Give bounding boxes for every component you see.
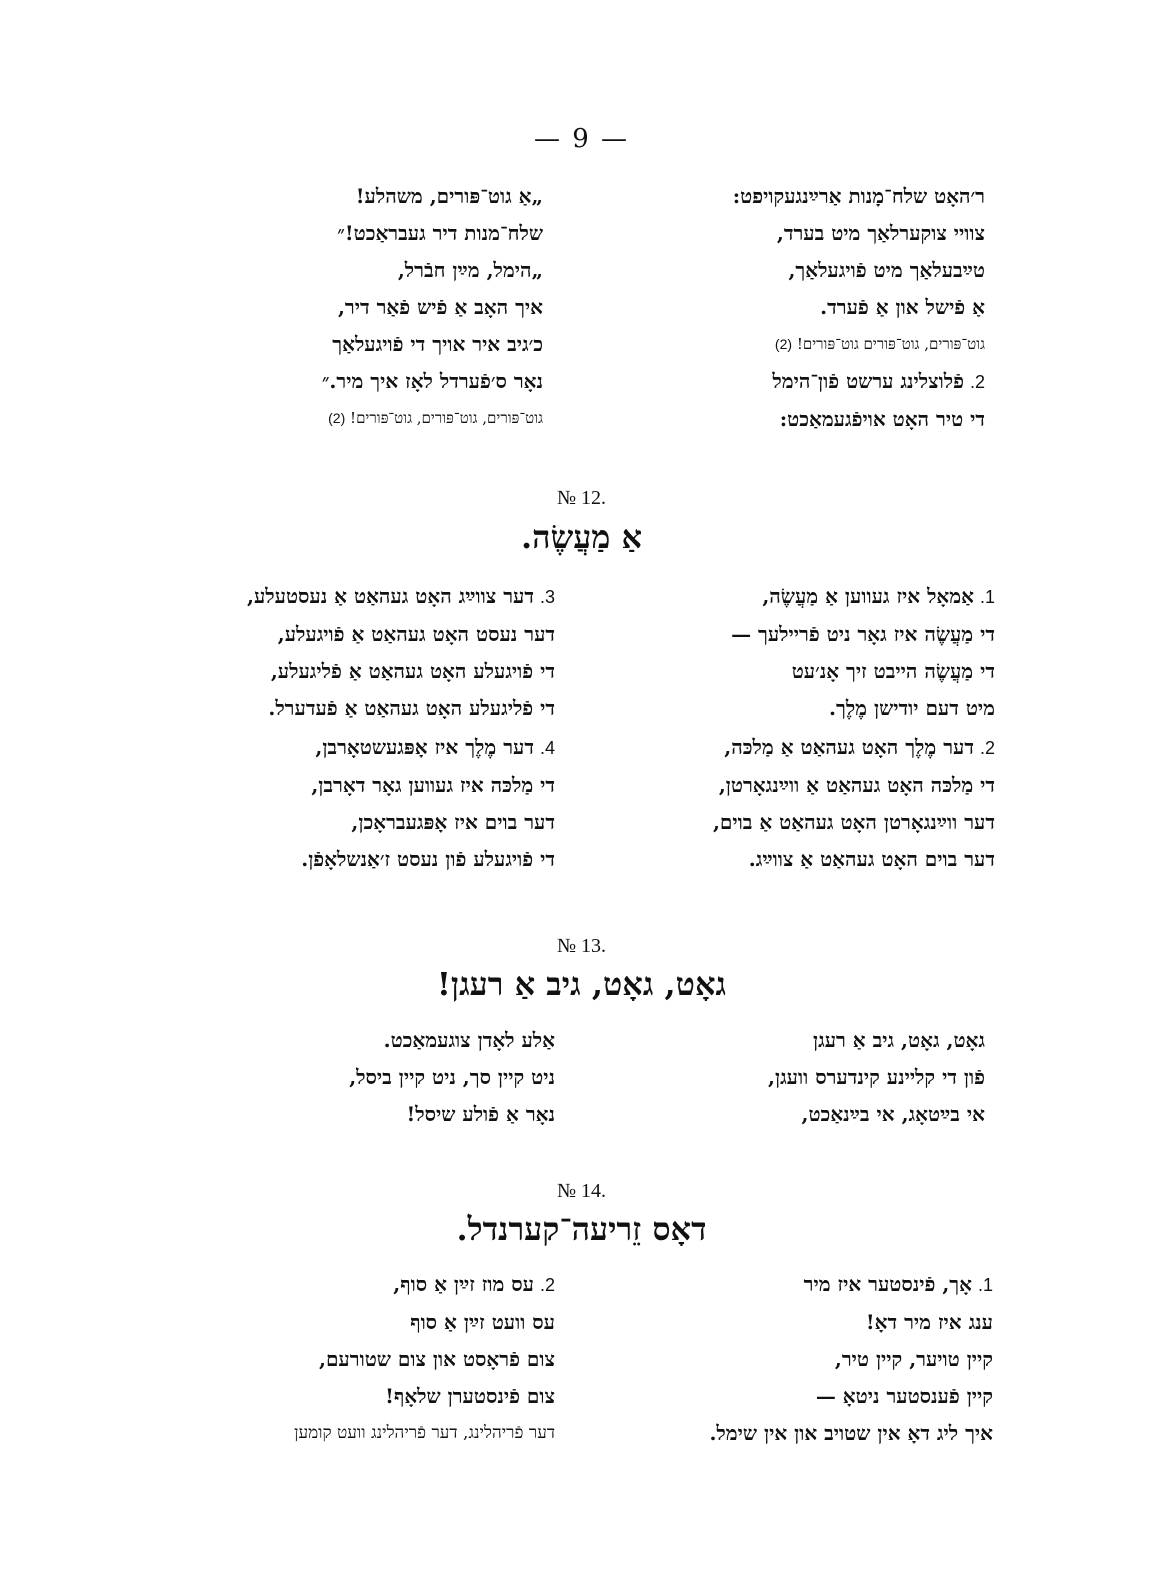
verse-text: עס מוז זײַן אַ סוף, (393, 1272, 534, 1296)
repeat-mark: (2) (328, 410, 346, 426)
verse-line (733, 363, 985, 401)
verse-line: טײַבעלאַך מיט פֿויגעלאַך, (788, 258, 985, 282)
verse-line: צוויי צוקערלאַך מיט בערד, (776, 221, 985, 245)
verse-line: ר׳האָט שלח־מָנות אַרײַנגעקויפט: (732, 184, 985, 208)
verse-line: כ׳גיב איר אויך די פֿויגעלאַך (332, 332, 543, 356)
verse-line: איך ליג דאָ אין שטויב און אין שימל. (709, 1421, 993, 1445)
verse-text: אָך, פֿינסטער איז מיר (803, 1272, 972, 1296)
song-13-right-column (768, 1022, 985, 1133)
song-14-stanza-2 (294, 1266, 555, 1452)
refrain-line (733, 326, 985, 363)
verse-text: דער מֶלֶך איז אָפּגעשטאָרבן, (315, 735, 534, 759)
verse-line: קיין פֿענסטער ניטאָ — (815, 1384, 993, 1408)
verse-text: אַמאָל איז געווען אַ מַעֲשֶׂה, (762, 584, 974, 608)
verse-line (709, 1266, 993, 1304)
song-13-number: № 13. (556, 935, 607, 957)
song-14-stanza-1 (709, 1266, 993, 1452)
repeat-mark: (2) (774, 336, 793, 352)
refrain-text: גוט־פּורים, גוט־פּורים גוט־פּורים! (796, 335, 985, 353)
verse-line: דער בוים איז אָפּגעבראָכן, (351, 810, 555, 834)
stanza-number: 2. (979, 738, 995, 758)
verse-line: „הימל, מײַן חבֿרל, (397, 258, 543, 282)
verse-line: גאָט, גאָט, גיב אַ רעגן (813, 1028, 985, 1052)
verse-line: די טיר האָט אויפֿגעמאַכט: (779, 407, 985, 431)
verse-text: פֿלוצלינג ערשט פֿון־הימל (772, 369, 964, 393)
song-12-stanza-2 (713, 729, 995, 878)
top-left-column (322, 178, 543, 437)
stanza-number: 2. (969, 372, 985, 392)
refrain-line (322, 400, 543, 437)
song-12-stanza-3 (247, 578, 555, 727)
verse-line: מיט דעם יודישן מֶלֶך. (829, 696, 995, 720)
stanza-number: 1. (979, 587, 995, 607)
verse-line: דער בוים האָט געהאַט אַ צווײַג. (748, 847, 995, 871)
song-12-stanza-1 (731, 578, 995, 727)
page-number: — 9 — (533, 124, 630, 154)
song-12-number: № 12. (556, 487, 607, 509)
verse-line: די מַעֲשֶׂה הייבט זיך אָנ׳עט (791, 659, 995, 683)
verse-line: צום פֿראָסט און צום שטורעם, (318, 1347, 555, 1371)
verse-line: נאָר ס׳פֿערדל לאָז איך מיר.״ (321, 369, 543, 393)
song-12-title: אַ מַעֲשֶׂה. (521, 518, 642, 556)
verse-line: נאָר אַ פֿולע שיסל! (406, 1102, 555, 1126)
verse-line: „אַ גוט־פּורים, משהלע! (355, 184, 543, 208)
song-12-stanza-4 (301, 729, 555, 878)
stanza-number: 3. (539, 587, 555, 607)
verse-line: עס וועט זײַן אַ סוף (410, 1310, 555, 1334)
verse-line: צום פֿינסטערן שלאָף! (385, 1384, 555, 1408)
verse-line: די מַלכּה איז געווען גאָר דאָרבן, (311, 773, 555, 797)
verse-text: דער צווײַג האָט געהאַט אַ נעסטעלע, (246, 584, 534, 608)
top-right-column (733, 178, 985, 438)
verse-line (247, 578, 555, 616)
song-14-number: № 14. (556, 1180, 607, 1202)
verse-line: שלח־מנות דיר געבראַכט!״ (337, 221, 543, 245)
verse-line: אַ פֿישל און אַ פֿערד. (820, 295, 985, 319)
stanza-number: 1. (977, 1275, 993, 1295)
refrain-text: גוט־פּורים, גוט־פּורים, גוט־פּורים! (350, 409, 543, 427)
verse-line: די פֿויגעלע פֿון נעסט ז׳אַנשלאָפֿן. (301, 847, 555, 871)
verse-line: די מַלכּה האָט געהאַט אַ ווײַנגאָרטן, (718, 773, 995, 797)
song-14-title: דאָס זֵריעה־קערנדל. (456, 1210, 707, 1248)
verse-text: דער מֶלֶך האָט געהאַט אַ מַלכּה, (724, 735, 974, 759)
verse-line: קיין טויער, קיין טיר, (834, 1347, 993, 1371)
verse-line: ענג איז מיר דאָ! (865, 1310, 993, 1334)
verse-line: ניט קיין סך, ניט קיין ביסל, (349, 1065, 555, 1089)
verse-line (713, 729, 995, 767)
stanza-number: 2. (539, 1275, 555, 1295)
verse-line: אי בײַטאָג, אי בײַנאַכט, (801, 1102, 985, 1126)
stanza-number: 4. (539, 738, 555, 758)
verse-line (301, 729, 555, 767)
verse-line: די פֿליגעלע האָט געהאַט אַ פֿעדערל. (268, 696, 555, 720)
verse-line: די מַעֲשֶׂה איז גאָר ניט פֿריילעך — (731, 622, 995, 646)
verse-line: די פֿויגעלע האָט געהאַט אַ פֿליגעלע, (270, 659, 555, 683)
verse-line: פֿון די קליינע קינדערס וועגן, (768, 1065, 985, 1089)
verse-line: אַלע לאָדן צוגעמאַכט. (383, 1028, 555, 1052)
song-13-left-column (349, 1022, 555, 1133)
verse-line: דער פֿריהלינג, דער פֿריהלינג וועט קומען (294, 1423, 555, 1443)
verse-line: דער ווײַנגאָרטן האָט געהאַט אַ בוים, (712, 810, 995, 834)
song-13-title: גאָט, גאָט, גיב אַ רעגן! (436, 965, 727, 1003)
verse-line: דער נעסט האָט געהאַט אַ פֿויגעלע, (277, 622, 555, 646)
verse-line (731, 578, 995, 616)
verse-line (294, 1266, 555, 1304)
verse-line: איך האָב אַ פֿיש פֿאַר דיר, (337, 295, 543, 319)
